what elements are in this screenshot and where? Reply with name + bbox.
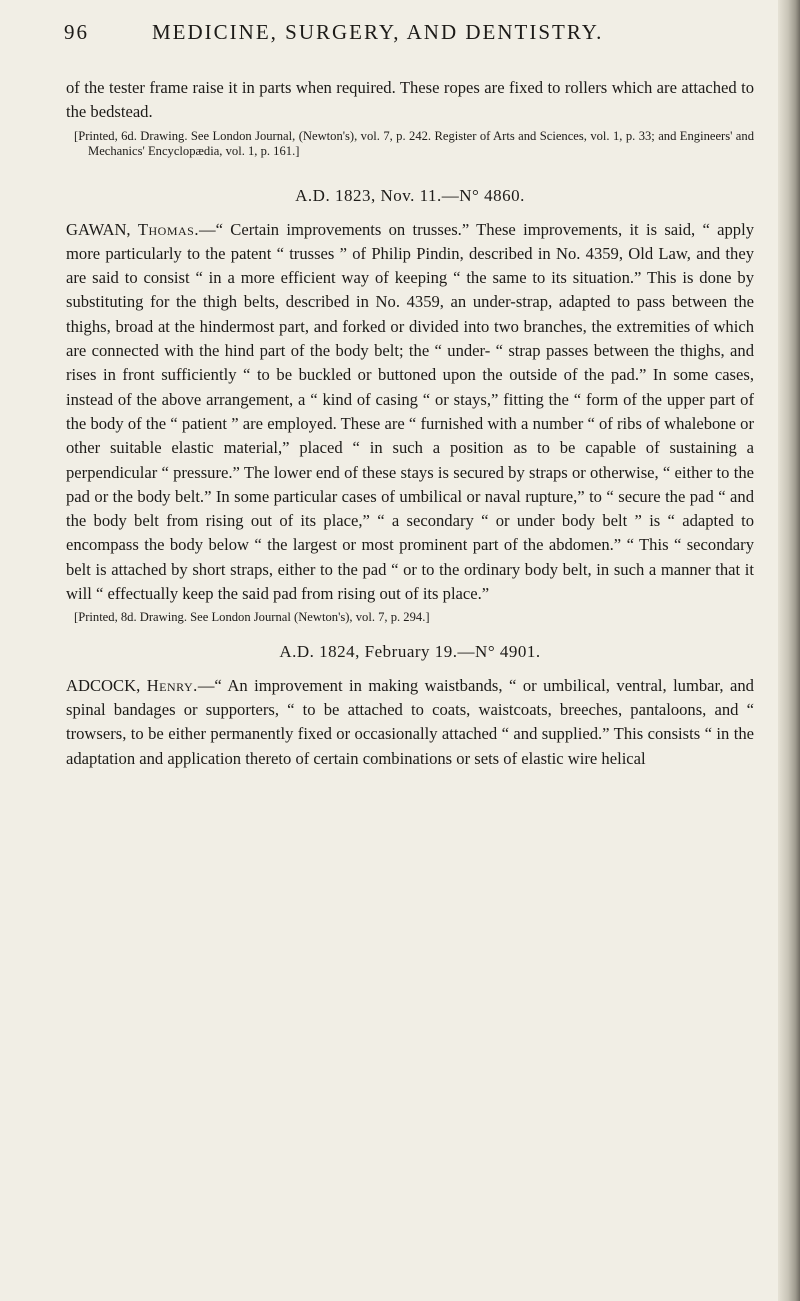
patentee-forename: Henry. bbox=[146, 675, 198, 695]
continuation-paragraph: of the tester frame raise it in parts when required. These ropes are fixed to rollers which are attached to the bedstead. bbox=[66, 78, 754, 122]
page-number: 96 bbox=[64, 20, 89, 44]
entry-body: —“ Certain improvements on trusses.” These improvements, it is said, “ apply more particularly to the patent “ trusses ” of Philip Pindin, described in No. 4359, Old Law, and they are said to consist “ in a more efficient way of keeping “ the same to its situation.” This is done by substituting for the thigh belts, described in No. 4359, an under-strap, adapted to pass between the thighs, broad at the hindermost part, and forked or divided into two branches, the extremities of which are connected with the hind part of the body belt; the “ under- “ strap passes between the thighs, and rises in front sufficiently “ to be buckled or buttoned upon the outside of the pad.” In some cases, instead of the above arrangement, a “ kind of casing “ or stays,” fitting the “ form of the upper part of the body of the “ patient ” are employed. These are “ furnished with a number “ of ribs of whalebone or other suitable elastic material,” placed “ in such a position as to be capable of sustaining a perpendicular “ pressure.” The lower end of these stays is secured by straps or otherwise, “ either to the pad or the body belt.” In some particular cases of umbilical or naval rupture,” to “ secure the pad “ and the body belt from rising out of its place,” “ a secondary “ or under body belt ” is “ adapted to encompass the body below “ the largest or most prominent part of the abdomen.” “ This “ secondary belt is attached by short straps, either to the pad “ or to the ordinary body belt, in such a manner that it will “ effectually keep the said pad from rising out of its place.” bbox=[66, 219, 754, 604]
running-header bbox=[64, 20, 714, 50]
entry-body: —“ An improvement in making waistbands, “ or umbilical, ventral, lumbar, and spinal bandages or supporters, “ to be attached to coats, waistcoats, breeches, pantaloons, and “ trowsers, to be either permanently fixed or occasionally attached “ and supplied.” This consists “ in the adaptation and application thereto of certain combinations or sets of elastic wire helical bbox=[66, 675, 754, 768]
patentee-forename: Thomas. bbox=[137, 219, 200, 239]
entry-paragraph bbox=[66, 674, 754, 771]
entry-paragraph bbox=[66, 218, 754, 607]
entry-date: A.D. 1824, February 19.—N° 4901. bbox=[279, 641, 541, 661]
patentee-surname: GAWAN, bbox=[66, 219, 131, 239]
page-edge-shadow bbox=[778, 0, 800, 1301]
reference-note: [Printed, 6d. Drawing. See London Journal, (Newton's), vol. 7, p. 242. Register of Arts and Sciences, vol. 1, p. 33; and Engineers' and Mechanics' Encyclopædia, vol. 1, p. 161.] bbox=[74, 128, 754, 159]
entry-date: A.D. 1823, Nov. 11.—N° 4860. bbox=[295, 185, 525, 205]
reference-note: [Printed, 8d. Drawing. See London Journal (Newton's), vol. 7, p. 294.] bbox=[74, 610, 430, 625]
running-title: MEDICINE, SURGERY, AND DENTISTRY. bbox=[152, 20, 604, 44]
patentee-surname: ADCOCK, bbox=[66, 675, 141, 695]
page-content bbox=[66, 76, 754, 771]
